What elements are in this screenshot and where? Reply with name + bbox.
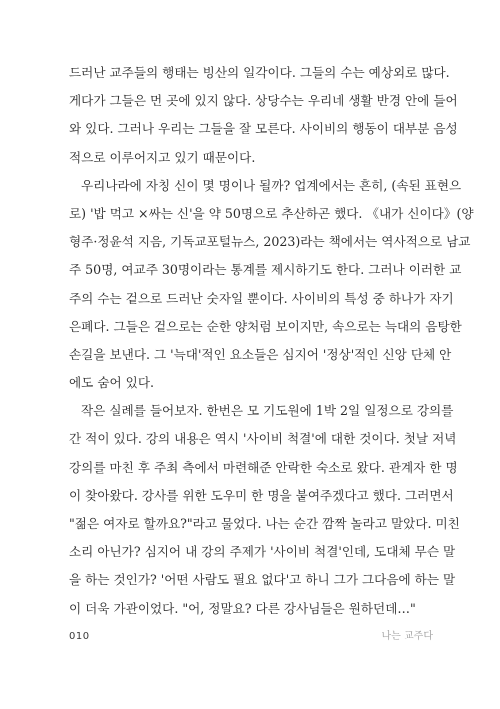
text-line: 이 더욱 가관이었다. "어, 정말요? 다른 강사님들은 원하던데…" [69, 600, 416, 616]
text-line: 형주·정윤석 지음, 기독교포털뉴스, 2023)라는 책에서는 역사적으로 남교 [69, 234, 471, 250]
text-line: 이 찾아왔다. 강사를 위한 도우미 한 명을 붙여주겠다고 했다. 그러면서 [69, 487, 454, 503]
text-line: 간 적이 있다. 강의 내용은 역시 '사이비 척결'에 대한 것이다. 첫날 저녁 [69, 431, 457, 447]
running-title: 나는 교주다 [381, 631, 433, 642]
text-line: 작은 실례를 들어보자. 한번은 모 기도원에 1박 2일 일정으로 강의를 [81, 403, 454, 419]
page-number: 010 [69, 631, 90, 642]
text-line: 강의를 마친 후 주최 측에서 마련해준 안락한 숙소로 왔다. 관계자 한 명 [69, 459, 458, 475]
text-line: "젊은 여자로 할까요?"라고 물었다. 나는 순간 깜짝 놀라고 말았다. 미친 [69, 516, 460, 531]
text-line: 와 있다. 그러나 우리는 그들을 잘 모른다. 사이비의 행동이 대부분 음성 [69, 121, 458, 137]
text-line: 드러난 교주들의 행태는 빙산의 일각이다. 그들의 수는 예상외로 많다. [69, 65, 450, 80]
text-line: 게다가 그들은 먼 곳에 있지 않다. 상당수는 우리네 생활 반경 안에 들어 [69, 93, 458, 109]
text-line: 은폐다. 그들은 겉으로는 순한 양처럼 보이지만, 속으로는 늑대의 음탕한 [69, 318, 462, 334]
text-line: 에도 숨어 있다. [69, 375, 155, 391]
text-line: 주 50명, 여교주 30명이라는 통계를 제시하기도 한다. 그러나 이러한 교 [69, 262, 462, 278]
text-line: 적으로 이루어지고 있기 때문이다. [69, 149, 256, 165]
body-text [69, 59, 474, 623]
text-line: 우리나라에 자칭 신이 몇 명이나 될까? 업계에서는 흔히, (속된 표현으 [81, 177, 462, 193]
text-line: 주의 수는 겉으로 드러난 숫자일 뿐이다. 사이비의 특성 중 하나가 자기 [69, 290, 454, 306]
page-footer [69, 629, 433, 645]
text-line: 소리 아닌가? 심지어 내 강의 주제가 '사이비 척결'인데, 도대체 무슨 말 [69, 544, 456, 560]
text-line: 을 하는 것인가? '어떤 사람도 필요 없다'고 하니 그가 그다음에 하는 말 [69, 572, 456, 588]
text-line: 손길을 보낸다. 그 '늑대'적인 요소들은 심지어 '정상'적인 신앙 단체 안 [69, 346, 452, 362]
text-line: 로) '밥 먹고 ×싸는 신'을 약 50명으로 추산하곤 했다. 《내가 신이다》(양 [69, 205, 474, 221]
